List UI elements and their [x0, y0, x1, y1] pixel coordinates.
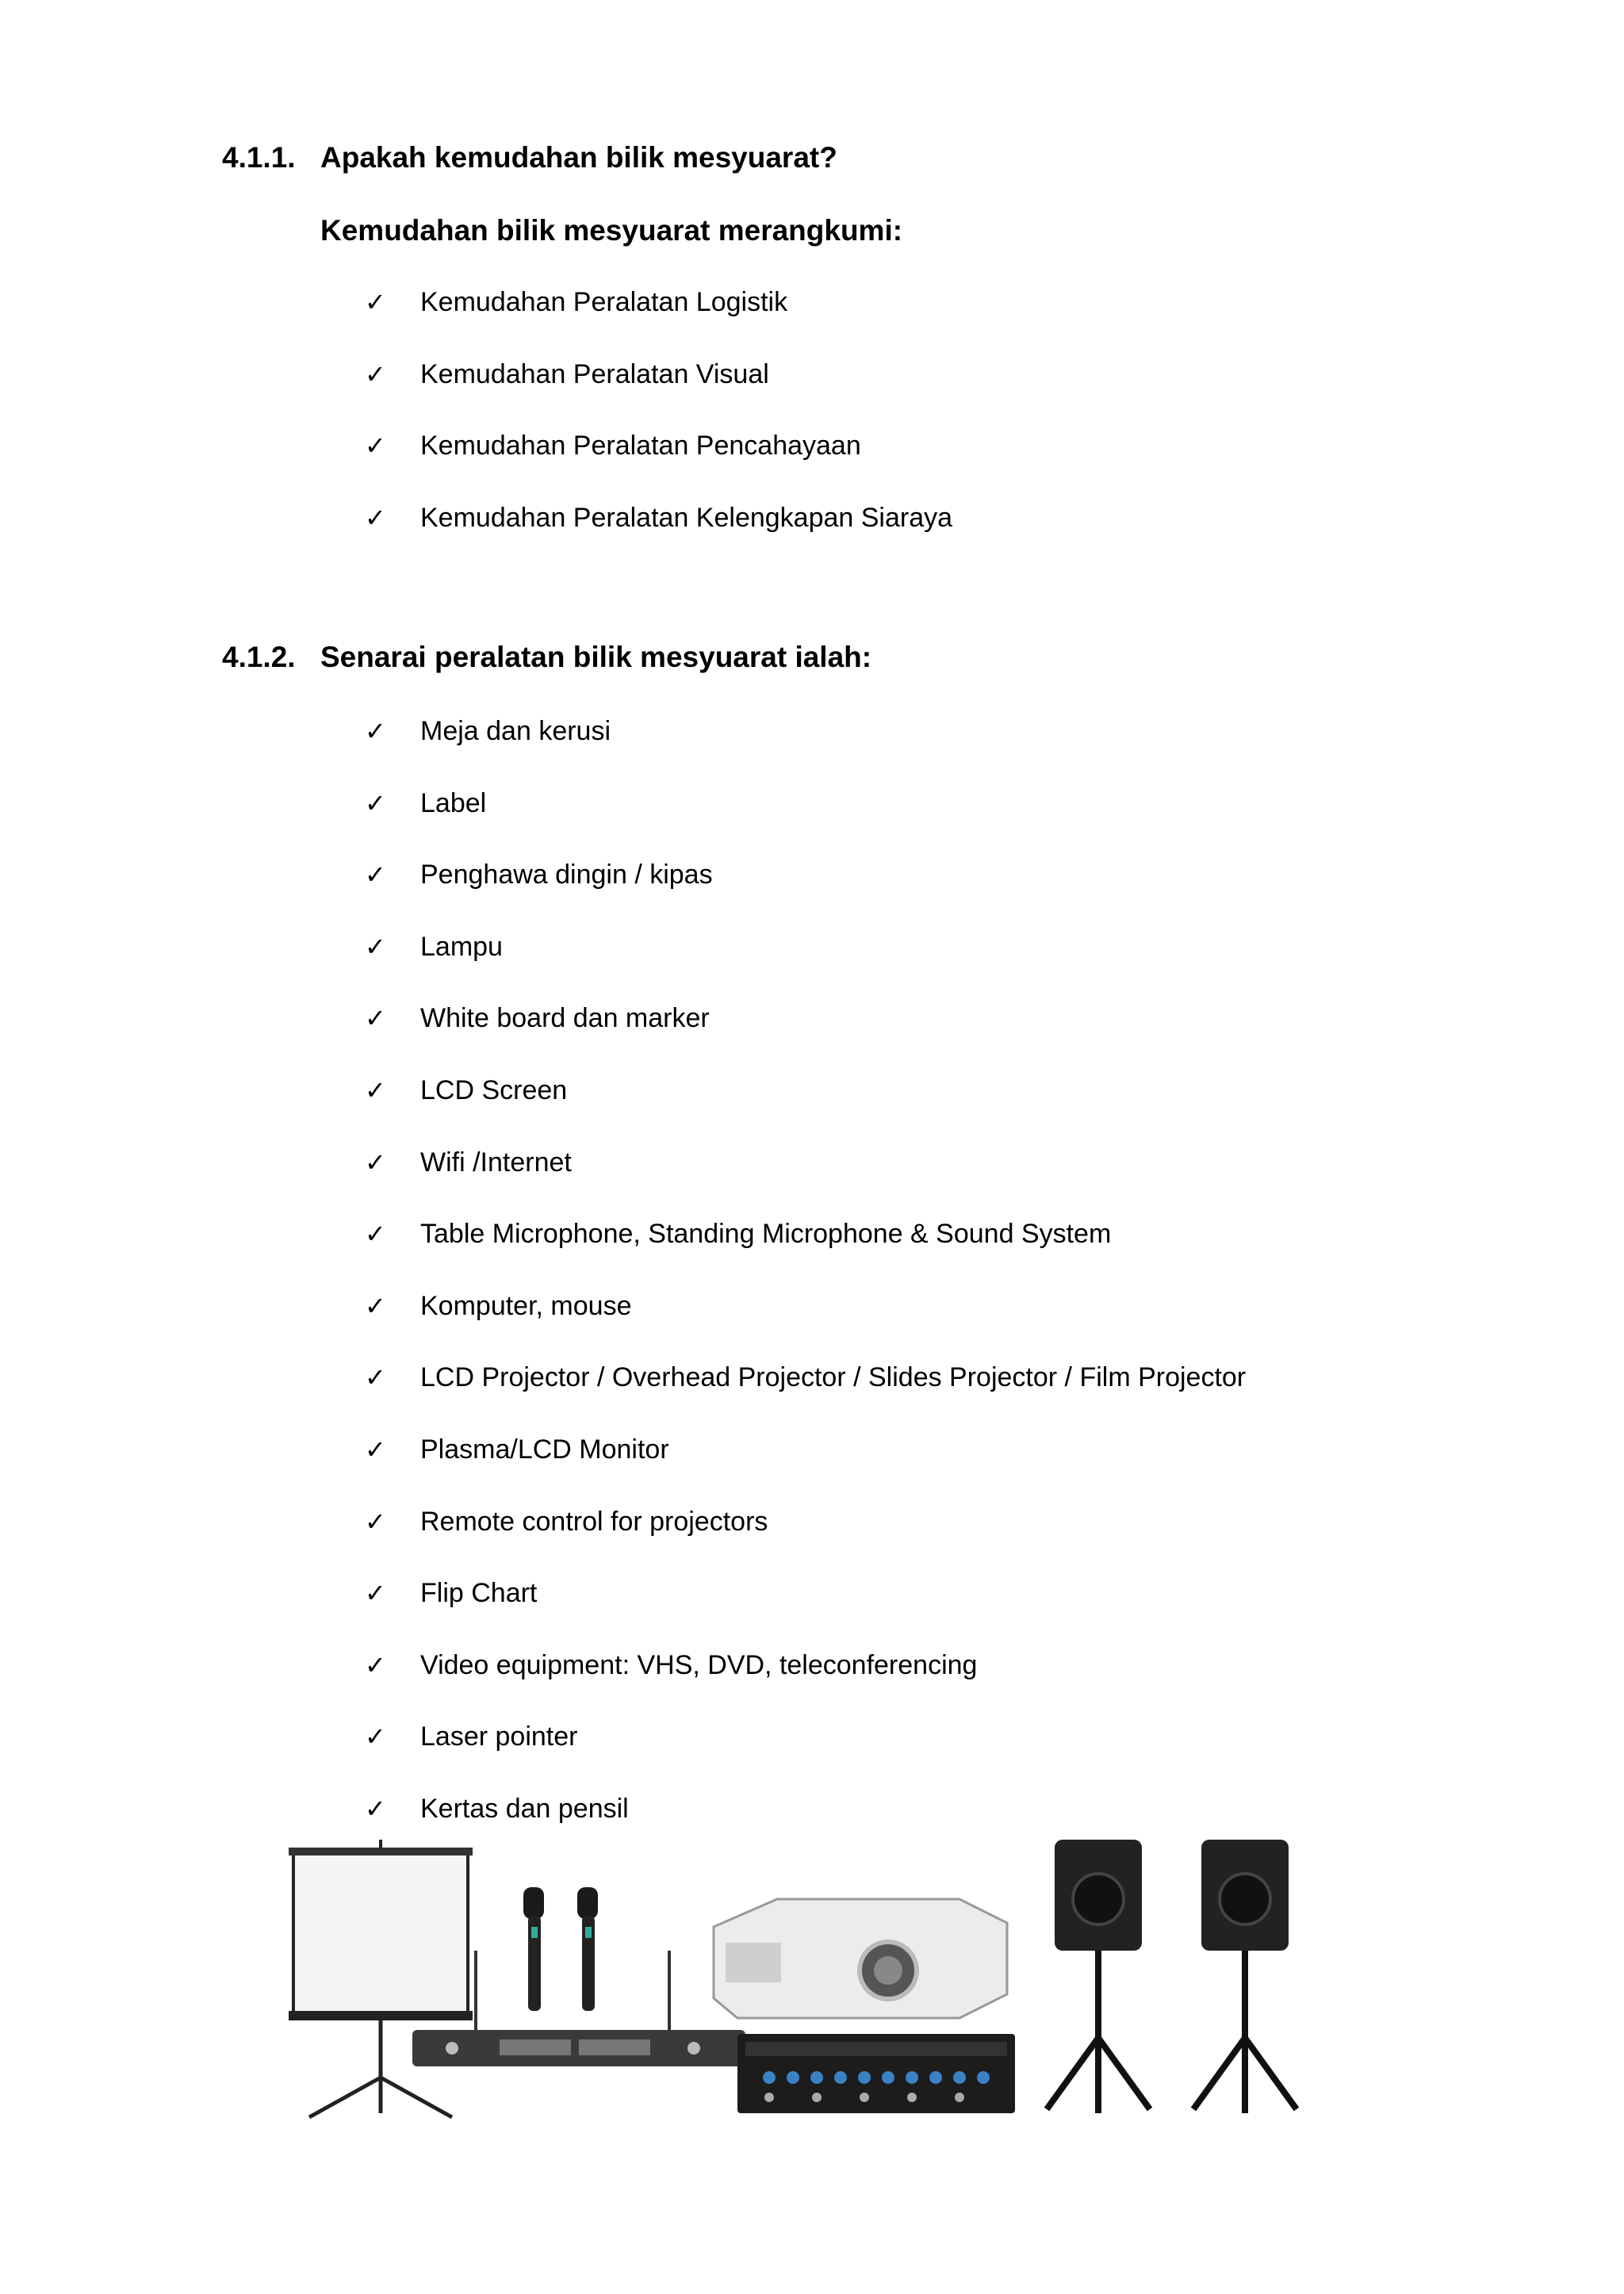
list-item — [365, 430, 952, 502]
checkmark-icon: ✓ — [365, 1290, 386, 1321]
list-item-text: Remote control for projectors — [420, 1506, 768, 1537]
list-item-text: Kemudahan Peralatan Kelengkapan Siaraya — [420, 502, 953, 533]
section-number: 4.1.1. — [222, 141, 296, 174]
checkmark-icon: ✓ — [365, 358, 386, 389]
list-item — [365, 1218, 1246, 1290]
list-item — [365, 286, 952, 358]
list-item-text: Meja dan kerusi — [420, 716, 611, 746]
list-item-text: Label — [420, 787, 487, 818]
checkmark-icon: ✓ — [365, 1649, 386, 1680]
section-title: Senarai peralatan bilik mesyuarat ialah: — [320, 641, 872, 673]
list-item-text: Kemudahan Peralatan Logistik — [420, 287, 788, 317]
checkmark-icon: ✓ — [365, 1578, 386, 1609]
list-item-text: Kemudahan Peralatan Visual — [420, 358, 769, 389]
list-item-text: White board dan marker — [420, 1003, 710, 1034]
section-heading-4-1-2 — [222, 641, 871, 674]
list-item-text: Plasma/LCD Monitor — [420, 1434, 669, 1465]
checkmark-icon: ✓ — [365, 431, 386, 461]
list-item — [365, 1002, 1246, 1074]
list-item-text: Komputer, mouse — [420, 1290, 632, 1321]
checkmark-icon: ✓ — [365, 1793, 386, 1824]
checkmark-icon: ✓ — [365, 860, 386, 890]
speaker-stand-icon — [1047, 1840, 1297, 2113]
list-item — [365, 1290, 1246, 1362]
list-item — [365, 859, 1246, 931]
checkmark-icon: ✓ — [365, 787, 386, 818]
list-item-text: Laser pointer — [420, 1721, 578, 1752]
list-item — [365, 1074, 1246, 1147]
list-item — [365, 1721, 1246, 1793]
section-number: 4.1.2. — [222, 641, 296, 673]
list-item — [365, 502, 952, 574]
list-item — [365, 1506, 1246, 1578]
checkmark-icon: ✓ — [365, 502, 386, 533]
checkmark-icon: ✓ — [365, 287, 386, 317]
list-item-text: Kemudahan Peralatan Pencahayaan — [420, 431, 861, 461]
projector-icon — [714, 1899, 1007, 2018]
list-item-text: Video equipment: VHS, DVD, teleconferencing — [420, 1649, 978, 1680]
checkmark-icon: ✓ — [365, 1721, 386, 1752]
checkmark-icon: ✓ — [365, 1362, 386, 1393]
list-item — [365, 1361, 1246, 1434]
section-title: Apakah kemudahan bilik mesyuarat? — [320, 141, 837, 174]
list-item-text: Lampu — [420, 931, 503, 962]
list-item-text: Table Microphone, Standing Microphone & Sound System — [420, 1219, 1112, 1250]
list-item-text: LCD Projector / Overhead Projector / Slides Projector / Film Projector — [420, 1362, 1247, 1393]
list-item-text: Flip Chart — [420, 1578, 538, 1609]
list-item-text: Penghawa dingin / kipas — [420, 860, 713, 890]
checkmark-icon: ✓ — [365, 1074, 386, 1105]
equipment-checklist — [365, 715, 1246, 1865]
list-item — [365, 931, 1246, 1003]
checkmark-icon: ✓ — [365, 1434, 386, 1465]
list-item — [365, 358, 952, 431]
section-heading-4-1-1 — [222, 141, 837, 174]
list-item-text: Kertas dan pensil — [420, 1793, 629, 1824]
amplifier-icon — [737, 2034, 1015, 2113]
list-item — [365, 1147, 1246, 1219]
equipment-illustration — [262, 1840, 1304, 2133]
list-item — [365, 1649, 1246, 1721]
section-subtitle: Kemudahan bilik mesyuarat merangkumi: — [320, 214, 903, 247]
list-item-text: Wifi /Internet — [420, 1147, 572, 1178]
checkmark-icon: ✓ — [365, 1003, 386, 1034]
facility-checklist — [365, 286, 952, 573]
checkmark-icon: ✓ — [365, 931, 386, 962]
checkmark-icon: ✓ — [365, 1506, 386, 1537]
projector-screen-icon — [289, 1840, 473, 2117]
list-item — [365, 787, 1246, 860]
list-item — [365, 715, 1246, 787]
checkmark-icon: ✓ — [365, 716, 386, 746]
checkmark-icon: ✓ — [365, 1147, 386, 1178]
list-item-text: LCD Screen — [420, 1074, 568, 1105]
wireless-microphone-icon — [523, 1887, 598, 2011]
checkmark-icon: ✓ — [365, 1219, 386, 1250]
list-item — [365, 1577, 1246, 1649]
list-item — [365, 1434, 1246, 1506]
